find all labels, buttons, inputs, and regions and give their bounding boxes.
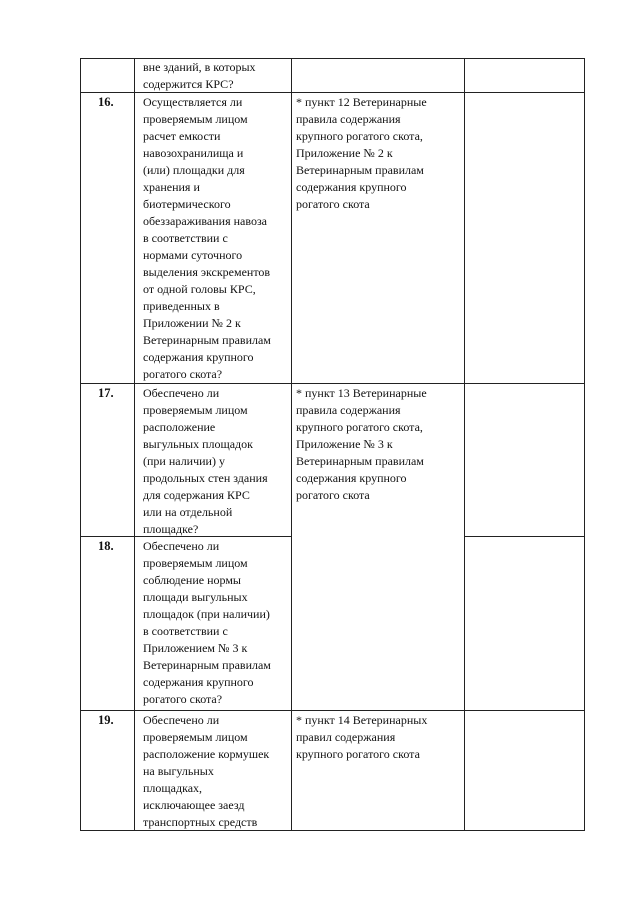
col-border-right (584, 58, 585, 831)
row-number: 18. (98, 539, 114, 553)
question-text: Осуществляется ли проверяемым лицом расчет емкости навозохранилища и (или) площадки для хранения и биотермического обеззараживания навоза в соответствии с нормами суточного выделения экскрементов от одной головы КРС, приведенных в Приложении № 2 к Ветеринарным правилам содержания крупного рогатого скота? (143, 95, 271, 381)
col-border-left (80, 58, 81, 831)
reference-text: * пункт 14 Ветеринарных правил содержания крупного рогатого скота (296, 713, 428, 761)
col-border (464, 58, 465, 831)
reference-text: * пункт 13 Ветеринарные правила содержания крупного рогатого скота, Приложение № 3 к Ветеринарным правилам содержания крупного рогатого скота (296, 386, 427, 502)
row-divider (80, 710, 585, 711)
reference-text: * пункт 12 Ветеринарные правила содержания крупного рогатого скота, Приложение № 2 к Ветеринарным правилам содержания крупного рогатого скота (296, 95, 427, 211)
checklist-table (80, 58, 585, 831)
question-text: Обеспечено ли проверяемым лицом расположение кормушек на выгульных площадках, исключающее заезд транспортных средств (143, 713, 270, 829)
row-divider (80, 383, 585, 384)
row-number: 16. (98, 95, 114, 109)
question-text: вне зданий, в которых содержится КРС? (143, 60, 256, 91)
col-border (291, 58, 292, 831)
row-divider (464, 536, 585, 537)
question-text: Обеспечено ли проверяемым лицом расположение выгульных площадок (при наличии) у продольных стен здания для содержания КРС или на отдельной площадке? (143, 386, 268, 536)
row-number: 19. (98, 713, 114, 727)
question-text: Обеспечено ли проверяемым лицом соблюдение нормы площади выгульных площадок (при наличии) в соответствии с Приложением № 3 к Ветеринарным правилам содержания крупного рогатого скота? (143, 539, 271, 706)
row-number: 17. (98, 386, 114, 400)
col-border (134, 58, 135, 831)
